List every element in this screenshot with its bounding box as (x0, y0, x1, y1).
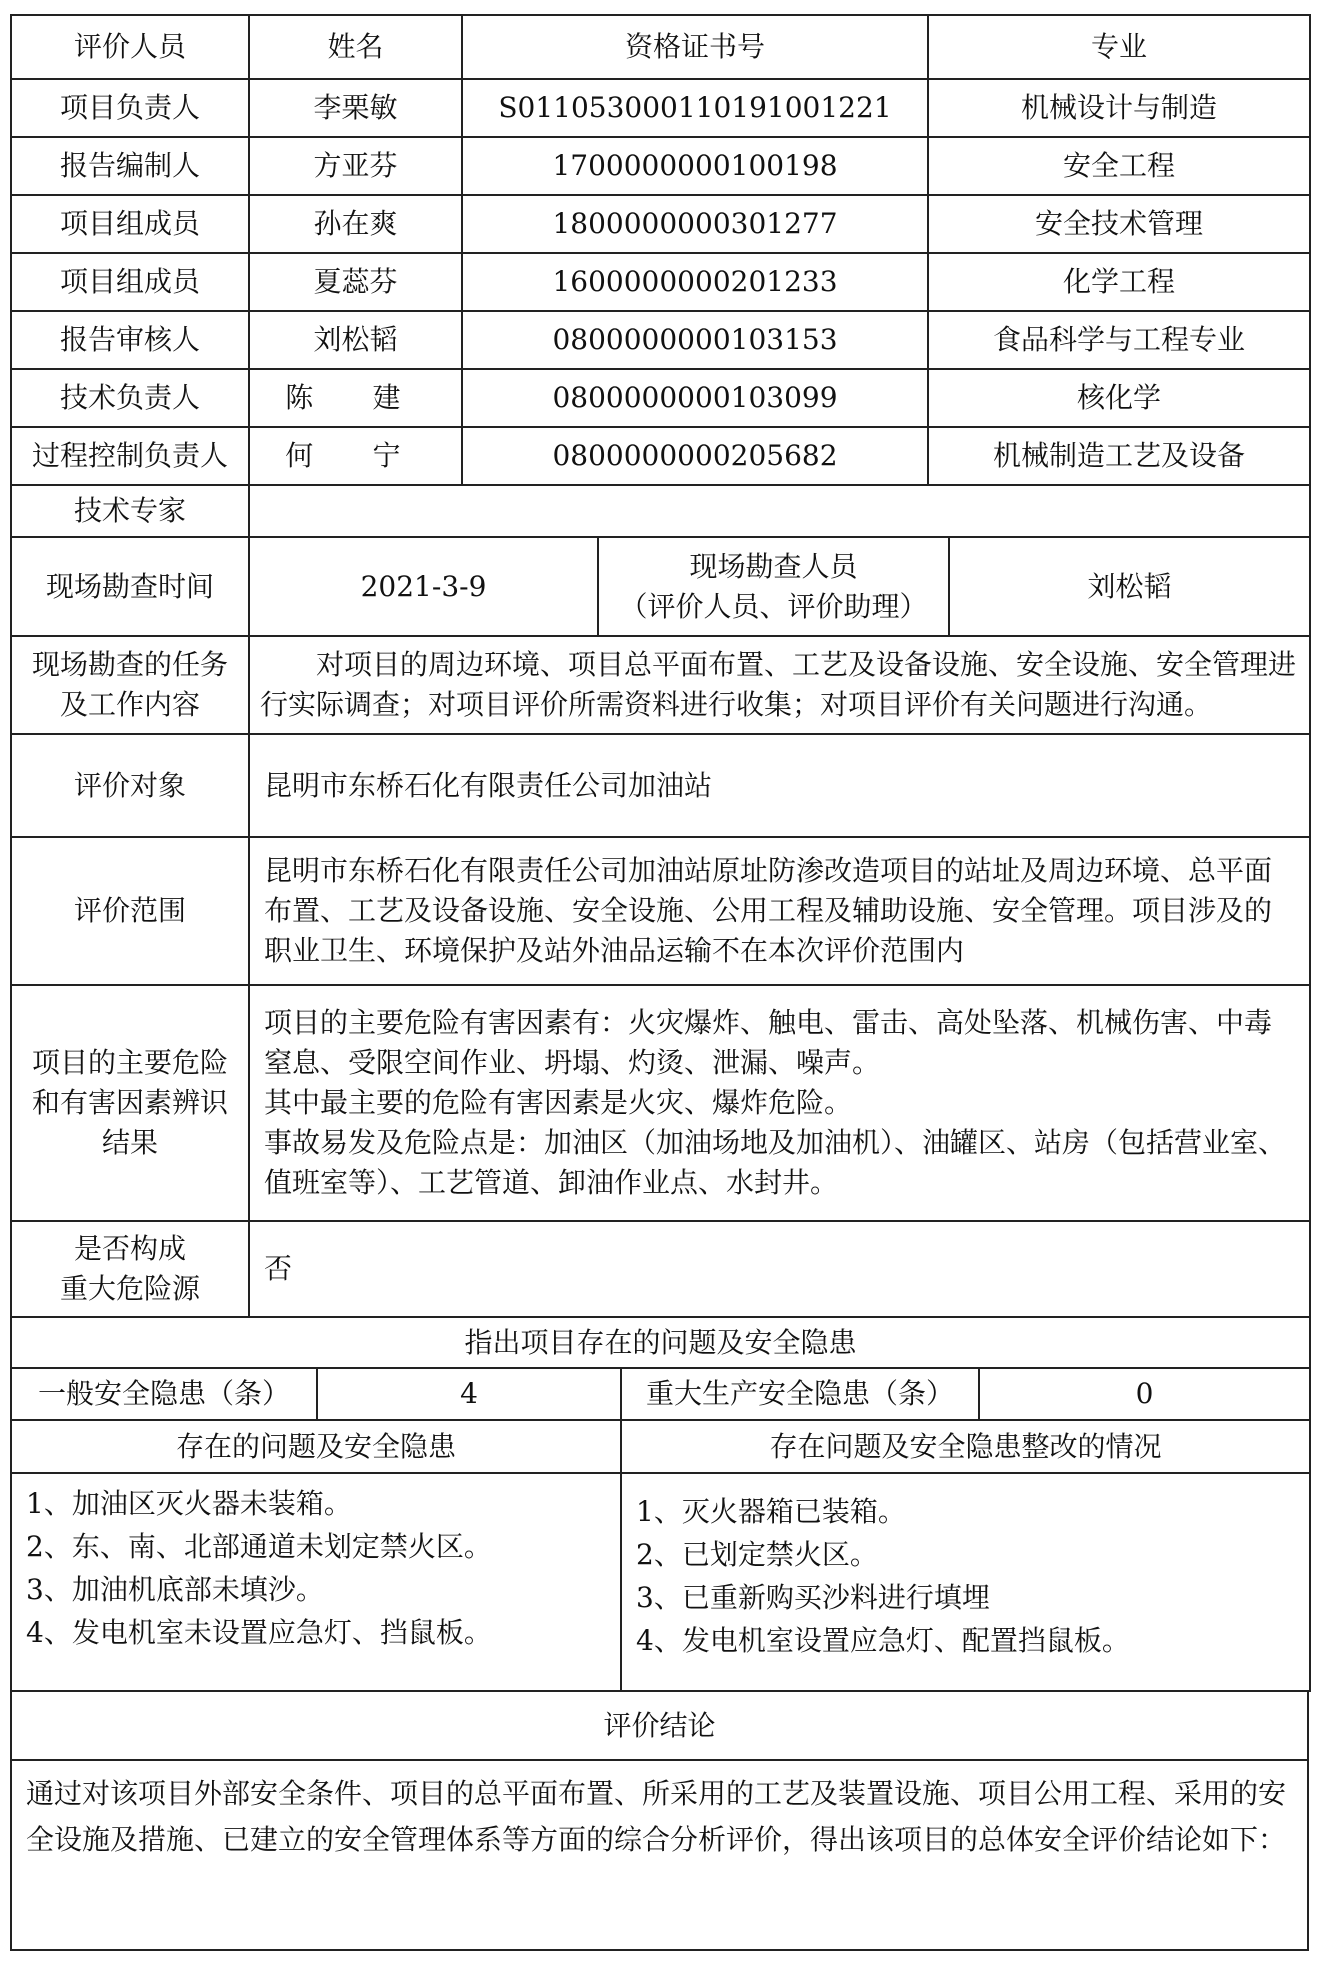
rectification-item: 2、已划定禁火区。 (636, 1538, 878, 1571)
major-hazard-label (11, 1221, 249, 1317)
problem-item: 2、东、南、北部通道未划定禁火区。 (26, 1530, 492, 1563)
survey-task-label-line: 现场勘查的任务 (31, 648, 228, 681)
survey-task-row (11, 636, 1310, 734)
major-hazard-row (11, 1221, 1310, 1317)
technical-expert-label: 技术专家 (11, 485, 249, 537)
personnel-major: 安全工程 (928, 137, 1310, 195)
major-hazard-label-line: 重大危险源 (59, 1272, 200, 1305)
personnel-row (11, 311, 1310, 369)
personnel-header-row (11, 15, 1310, 79)
technical-expert-value (249, 485, 1310, 537)
issues-detail-header-row (11, 1421, 1310, 1473)
personnel-role: 项目组成员 (11, 195, 249, 253)
personnel-name: 方亚芬 (249, 137, 462, 195)
evaluation-scope-label: 评价范围 (11, 837, 249, 985)
major-hazard-value: 否 (249, 1221, 1310, 1317)
hazard-label-line: 结果 (101, 1126, 158, 1159)
hazard-paragraph: 事故易发及危险点是：加油区（加油场地及加油机）、油罐区、站房（包括营业室、值班室等）、工艺管道、卸油作业点、水封井。 (264, 1126, 1287, 1199)
personnel-table (10, 14, 1311, 538)
personnel-role: 过程控制负责人 (11, 427, 249, 485)
personnel-certificate: 0800000000103153 (462, 311, 928, 369)
issues-table (10, 1318, 1311, 1421)
personnel-major: 机械设计与制造 (928, 79, 1310, 137)
problems-header: 存在的问题及安全隐患 (11, 1421, 621, 1473)
personnel-major: 食品科学与工程专业 (928, 311, 1310, 369)
rectification-item: 1、灭火器箱已装箱。 (636, 1495, 906, 1528)
personnel-row (11, 253, 1310, 311)
hazard-label (11, 985, 249, 1221)
hazard-paragraph: 其中最主要的危险有害因素是火灾、爆炸危险。 (264, 1086, 853, 1119)
personnel-role: 技术负责人 (11, 369, 249, 427)
issues-title-row (11, 1318, 1310, 1368)
personnel-name: 陈 建 (249, 369, 462, 427)
hazard-row (11, 985, 1310, 1221)
conclusion-text: 通过对该项目外部安全条件、项目的总平面布置、所采用的工艺及装置设施、项目公用工程、采用的安全设施及措施、已建立的安全管理体系等方面的综合分析评价，得出该项目的总体安全评价结论如下： (11, 1760, 1308, 1950)
problem-item: 1、加油区灭火器未装箱。 (26, 1487, 352, 1520)
conclusion-body-row (11, 1760, 1308, 1950)
rectification-list (621, 1473, 1310, 1691)
hazard-value (249, 985, 1310, 1221)
issues-count-row (11, 1368, 1310, 1420)
evaluation-table (10, 735, 1311, 1318)
major-production-hazard-count: 0 (979, 1368, 1310, 1420)
personnel-role: 报告审核人 (11, 311, 249, 369)
personnel-name: 何 宁 (249, 427, 462, 485)
technical-expert-row (11, 485, 1310, 537)
hazard-label-line: 项目的主要危险 (31, 1046, 228, 1079)
personnel-row (11, 195, 1310, 253)
survey-time-value: 2021-3-9 (249, 538, 598, 636)
personnel-name: 夏蕊芬 (249, 253, 462, 311)
personnel-certificate: S011053000110191001221 (462, 79, 928, 137)
survey-task-label (11, 636, 249, 734)
personnel-major: 机械制造工艺及设备 (928, 427, 1310, 485)
personnel-role: 项目负责人 (11, 79, 249, 137)
evaluation-form (10, 14, 1309, 1951)
personnel-major: 安全技术管理 (928, 195, 1310, 253)
personnel-row (11, 79, 1310, 137)
evaluation-object-row (11, 735, 1310, 837)
hazard-paragraph: 项目的主要危险有害因素有：火灾爆炸、触电、雷击、高处坠落、机械伤害、中毒窒息、受限空间作业、坍塌、灼烫、泄漏、噪声。 (264, 1006, 1273, 1079)
personnel-certificate: 0800000000103099 (462, 369, 928, 427)
survey-row (11, 538, 1310, 636)
survey-staff-label (598, 538, 949, 636)
survey-task-label-line: 及工作内容 (59, 688, 200, 721)
personnel-certificate: 0800000000205682 (462, 427, 928, 485)
personnel-row (11, 427, 1310, 485)
problems-list (11, 1473, 621, 1691)
rectification-item: 4、发电机室设置应急灯、配置挡鼠板。 (636, 1624, 1130, 1657)
problem-item: 4、发电机室未设置应急灯、挡鼠板。 (26, 1616, 492, 1649)
personnel-certificate: 1800000000301277 (462, 195, 928, 253)
personnel-name: 李栗敏 (249, 79, 462, 137)
evaluation-object-label: 评价对象 (11, 735, 249, 837)
issues-detail-row (11, 1473, 1310, 1691)
personnel-role: 报告编制人 (11, 137, 249, 195)
personnel-role: 项目组成员 (11, 253, 249, 311)
hazard-label-line: 和有害因素辨识 (31, 1086, 228, 1119)
major-hazard-label-line: 是否构成 (73, 1232, 186, 1265)
personnel-certificate: 1600000000201233 (462, 253, 928, 311)
personnel-name: 孙在爽 (249, 195, 462, 253)
header-certificate: 资格证书号 (462, 15, 928, 79)
major-production-hazard-label: 重大生产安全隐患（条） (621, 1368, 979, 1420)
personnel-certificate: 1700000000100198 (462, 137, 928, 195)
conclusion-title-row (11, 1692, 1308, 1760)
general-hazard-count: 4 (317, 1368, 621, 1420)
rectification-header: 存在问题及安全隐患整改的情况 (621, 1421, 1310, 1473)
survey-table (10, 538, 1311, 735)
survey-staff-value: 刘松韬 (949, 538, 1310, 636)
general-hazard-label: 一般安全隐患（条） (11, 1368, 317, 1420)
personnel-major: 化学工程 (928, 253, 1310, 311)
survey-task-value: 对项目的周边环境、项目总平面布置、工艺及设备设施、安全设施、安全管理进行实际调查；对项目评价所需资料进行收集；对项目评价有关问题进行沟通。 (249, 636, 1310, 734)
rectification-item: 3、已重新购买沙料进行填埋 (636, 1581, 990, 1614)
header-name: 姓名 (249, 15, 462, 79)
survey-time-label: 现场勘查时间 (11, 538, 249, 636)
problem-item: 3、加油机底部未填沙。 (26, 1573, 324, 1606)
issues-section-title: 指出项目存在的问题及安全隐患 (11, 1318, 1310, 1368)
evaluation-scope-value: 昆明市东桥石化有限责任公司加油站原址防渗改造项目的站址及周边环境、总平面布置、工艺及设备设施、安全设施、公用工程及辅助设施、安全管理。项目涉及的职业卫生、环境保护及站外油品运输不在本次评价范围内 (249, 837, 1310, 985)
header-evaluator: 评价人员 (11, 15, 249, 79)
conclusion-table (10, 1692, 1309, 1951)
evaluation-scope-row (11, 837, 1310, 985)
evaluation-object-value: 昆明市东桥石化有限责任公司加油站 (249, 735, 1310, 837)
personnel-row (11, 137, 1310, 195)
conclusion-title: 评价结论 (11, 1692, 1308, 1760)
issues-detail-table (10, 1421, 1311, 1692)
personnel-row (11, 369, 1310, 427)
personnel-name: 刘松韬 (249, 311, 462, 369)
personnel-major: 核化学 (928, 369, 1310, 427)
header-major: 专业 (928, 15, 1310, 79)
survey-staff-label-line: 现场勘查人员 (689, 549, 858, 583)
survey-staff-label-line: （评价人员、评价助理） (619, 589, 928, 623)
